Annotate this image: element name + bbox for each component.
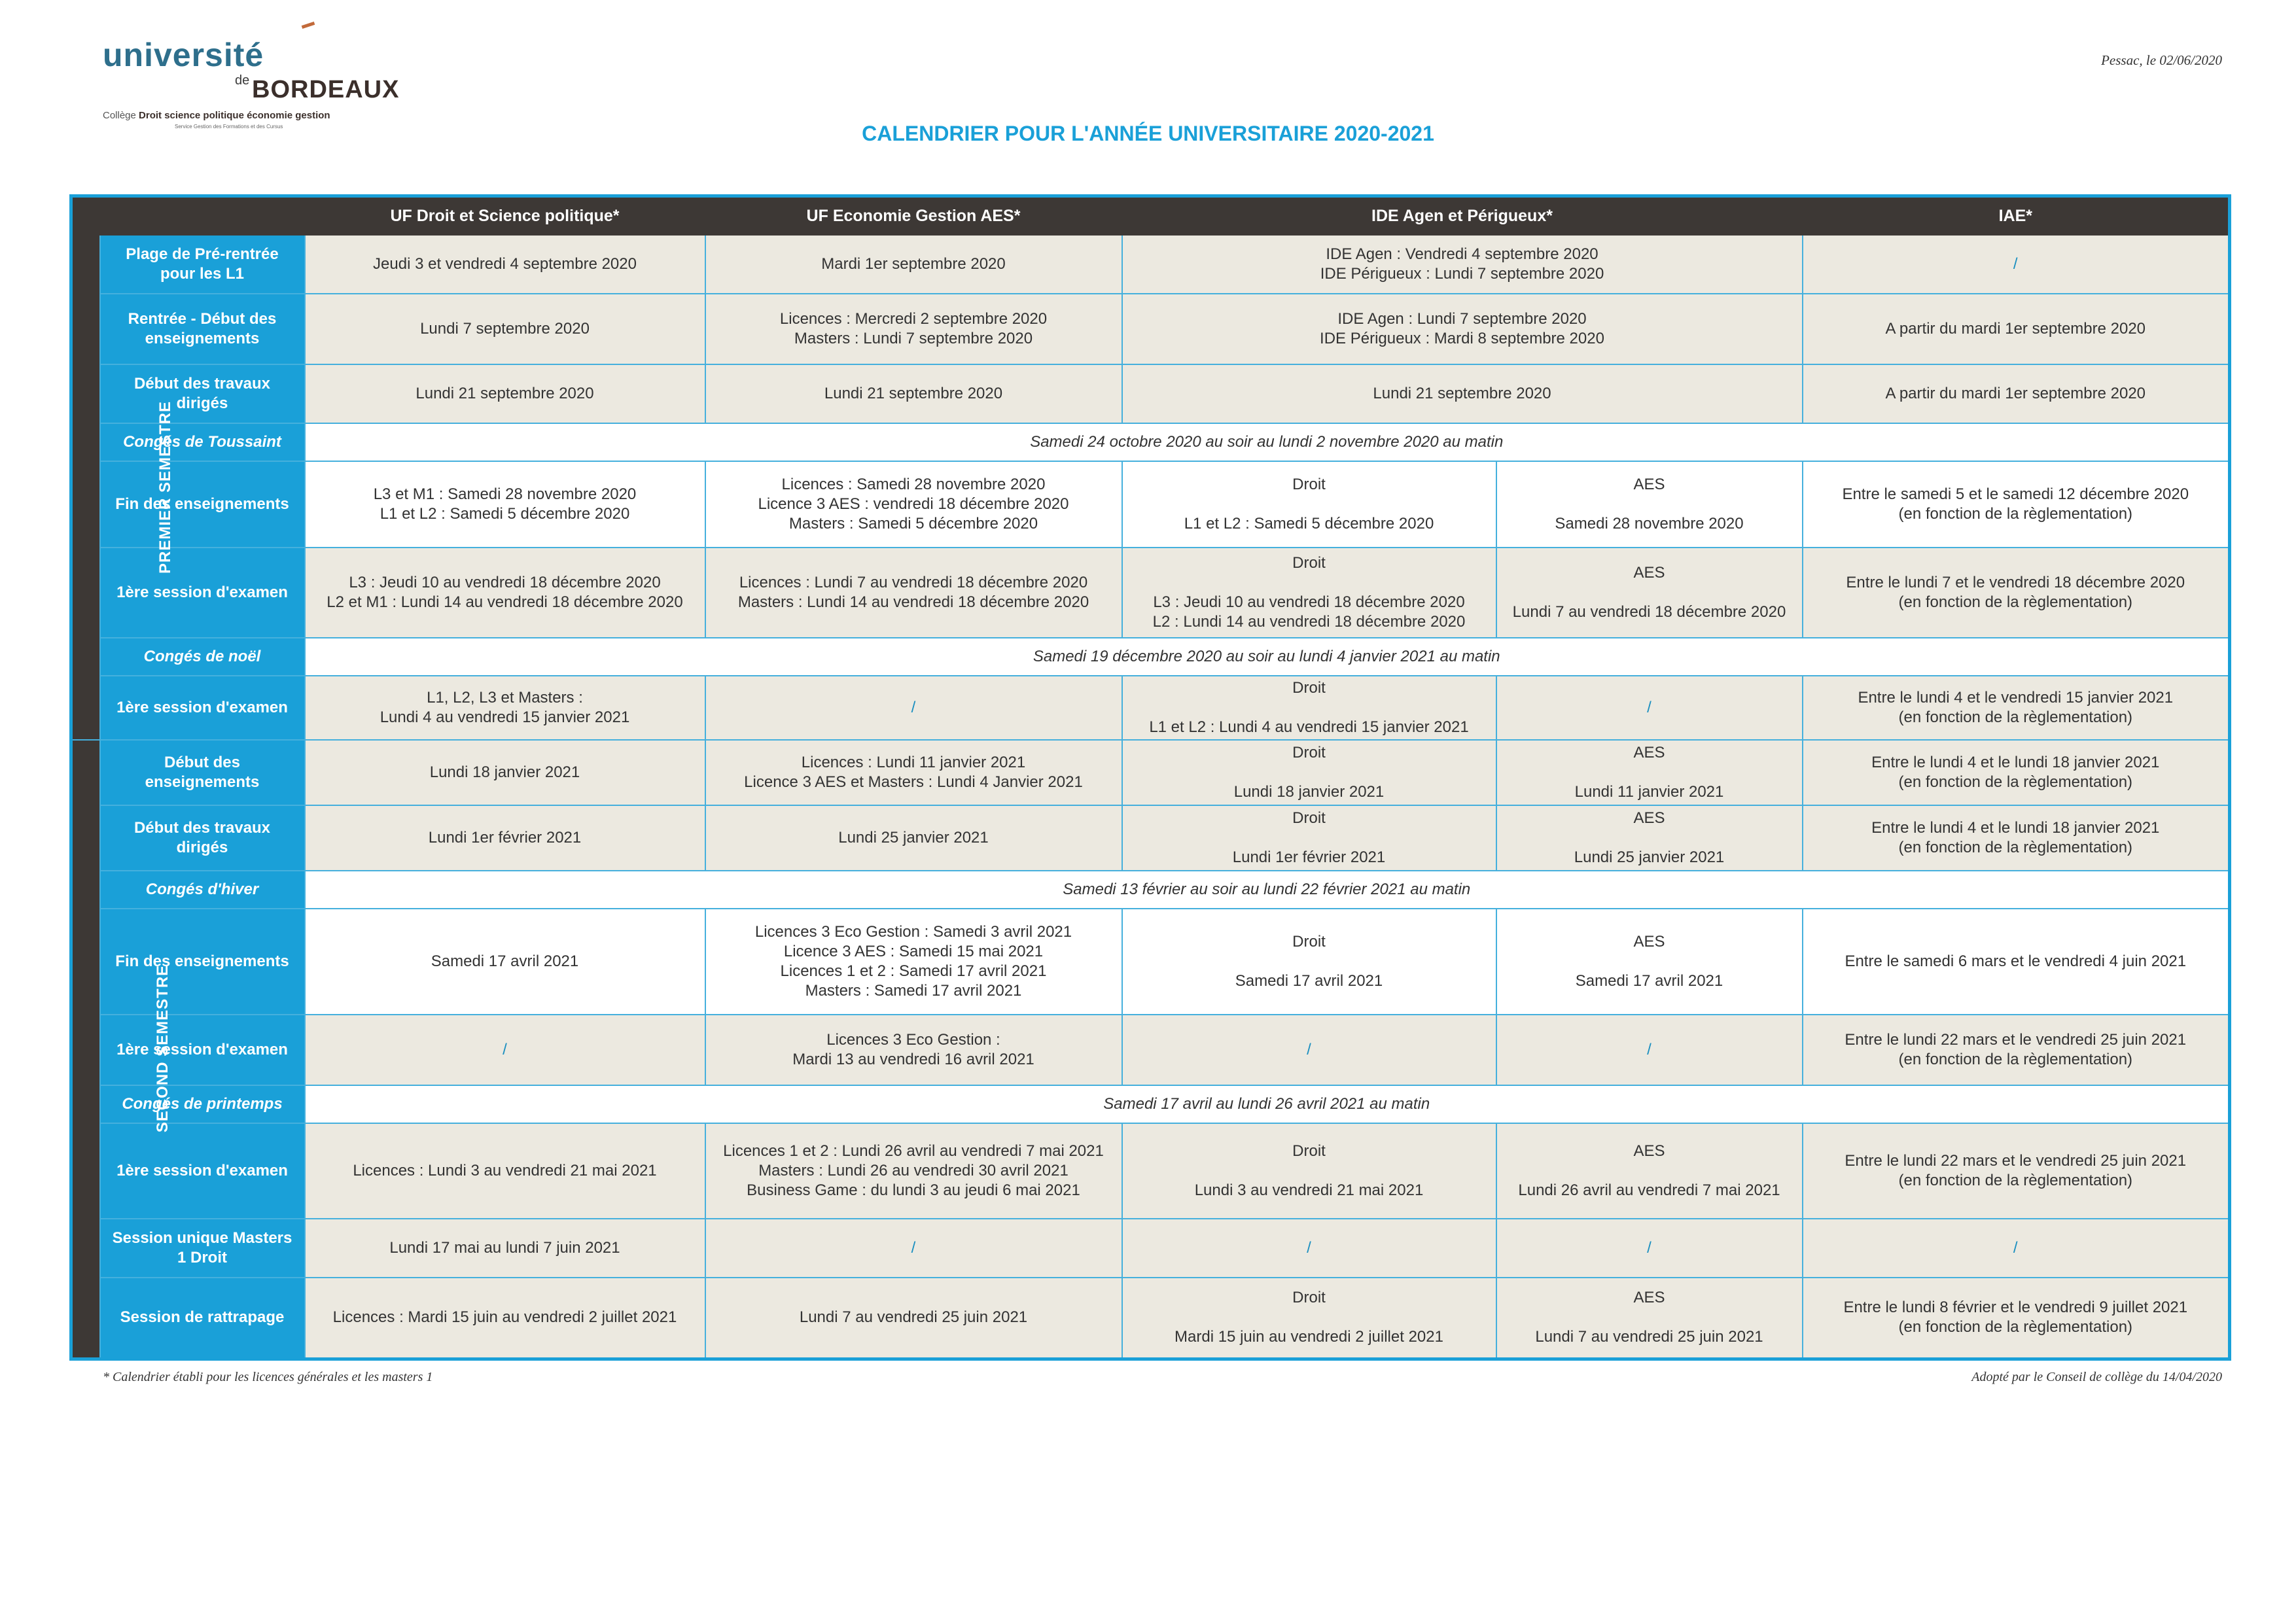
cell-droit-text: Lundi 17 mai au lundi 7 juin 2021 (389, 1239, 620, 1257)
cell-iae (1803, 235, 2230, 294)
cell-ide-droit (1122, 676, 1496, 740)
cell-droit (305, 235, 705, 294)
row-label: Session de rattrapage (100, 1278, 305, 1359)
semester-label-text: SECOND SEMESTRE (154, 965, 172, 1133)
header-row (71, 196, 2230, 236)
cell-ide-aes-text: AES Lundi 7 au vendredi 25 juin 2021 (1535, 1289, 1763, 1346)
adoption-note: Adopté par le Conseil de collège du 14/04/2020 (1971, 1370, 2222, 1384)
row-label: Fin des enseignements (100, 461, 305, 548)
cell-droit (305, 461, 705, 548)
cell-droit-text: L3 : Jeudi 10 au vendredi 18 décembre 2020 L2 et M1 : Lundi 14 au vendredi 18 décembre 2020 (327, 574, 683, 611)
cell-eco-text: Licences : Mercredi 2 septembre 2020 Masters : Lundi 7 septembre 2020 (779, 310, 1048, 347)
cell-iae (1803, 1278, 2230, 1359)
cell-ide-aes (1496, 909, 1803, 1015)
cell-droit (305, 1123, 705, 1219)
cell-iae-text: Entre le samedi 5 et le samedi 12 décembre 2020 (en fonction de la règlementation) (1842, 485, 2189, 523)
footnote: * Calendrier établi pour les licences générales et les masters 1 (103, 1370, 433, 1384)
cell-eco (705, 235, 1122, 294)
cell-ide-aes (1496, 1015, 1803, 1085)
cell-ide-droit-text: Droit Lundi 3 au vendredi 21 mai 2021 (1194, 1142, 1424, 1199)
table-row (71, 676, 2230, 740)
cell-droit (305, 294, 705, 364)
logo-college-name: Droit science politique économie gestion (139, 110, 330, 121)
cell-eco (705, 461, 1122, 548)
cell-ide-aes-text: AES Lundi 7 au vendredi 18 décembre 2020 (1512, 564, 1786, 621)
cell-ide-droit-text: Droit Lundi 1er février 2021 (1232, 809, 1386, 866)
cell-ide-aes (1496, 740, 1803, 805)
cell-eco (705, 1278, 1122, 1359)
logo-bordeaux: BORDEAUX (252, 76, 400, 103)
cell-ide-droit (1122, 1123, 1496, 1219)
table-row (71, 1278, 2230, 1359)
cell-ide-droit-text: Droit L3 : Jeudi 10 au vendredi 18 décembre 2020 L2 : Lundi 14 au vendredi 18 décembre 2020 (1152, 554, 1466, 631)
cell-ide-droit-text: Droit Lundi 18 janvier 2021 (1233, 744, 1385, 801)
cell-ide-droit-text: Droit Mardi 15 juin au vendredi 2 juillet 2021 (1174, 1289, 1443, 1346)
cell-iae-text: Entre le samedi 6 mars et le vendredi 4 juin 2021 (1845, 952, 2187, 970)
semester-label-1 (71, 235, 175, 740)
table-row (71, 805, 2230, 871)
cell-eco (705, 676, 1122, 740)
cell-ide-aes-text: AES Samedi 17 avril 2021 (1575, 933, 1723, 990)
row-label: 1ère session d'examen (100, 1015, 305, 1085)
cell-ide-droit-text: Droit L1 et L2 : Lundi 4 au vendredi 15 janvier 2021 (1149, 679, 1469, 736)
cell-ide-aes-text: / (1647, 1041, 1651, 1058)
cell-eco-text: Lundi 21 septembre 2020 (824, 385, 1003, 402)
cell-droit-text: Lundi 7 septembre 2020 (420, 320, 590, 338)
cell-droit-text: / (503, 1041, 507, 1058)
cell-iae (1803, 1015, 2230, 1085)
cell-ide-aes-text: AES Samedi 28 novembre 2020 (1555, 476, 1744, 532)
logo-line1: université (103, 37, 264, 73)
cell-ide-droit (1122, 548, 1496, 638)
cell-eco (705, 1219, 1122, 1278)
cell-droit-text: Jeudi 3 et vendredi 4 septembre 2020 (373, 255, 637, 273)
row-label: 1ère session d'examen (100, 1123, 305, 1219)
table-row (71, 740, 2230, 805)
cell-eco-text: Mardi 1er septembre 2020 (821, 255, 1006, 273)
cell-droit (305, 805, 705, 871)
holiday-row (71, 1085, 2230, 1123)
cell-iae (1803, 909, 2230, 1015)
cell-ide-text: IDE Agen : Vendredi 4 septembre 2020 IDE Périgueux : Lundi 7 septembre 2020 (1320, 245, 1604, 283)
holiday-row (71, 423, 2230, 461)
cell-iae-text: / (2013, 255, 2018, 273)
cell-eco (705, 1123, 1122, 1219)
cell-eco (705, 909, 1122, 1015)
row-label: Congés de printemps (100, 1085, 305, 1123)
cell-eco-text: Licences : Samedi 28 novembre 2020 Licence 3 AES : vendredi 18 décembre 2020 Masters : Samedi 5 décembre 2020 (758, 476, 1069, 532)
table-row (71, 235, 2230, 294)
cell-ide-aes (1496, 461, 1803, 548)
cell-ide (1122, 235, 1803, 294)
holiday-period: Samedi 24 octobre 2020 au soir au lundi 2 novembre 2020 au matin (305, 423, 2230, 461)
cell-iae-text: / (2013, 1239, 2018, 1257)
col-header-eco: UF Economie Gestion AES* (705, 196, 1122, 236)
cell-eco-text: / (911, 1239, 916, 1257)
cell-ide-aes-text: AES Lundi 11 janvier 2021 (1574, 744, 1724, 801)
cell-droit-text: Lundi 18 janvier 2021 (429, 763, 580, 781)
cell-droit-text: L1, L2, L3 et Masters : Lundi 4 au vendredi 15 janvier 2021 (380, 689, 630, 726)
cell-ide-aes (1496, 1123, 1803, 1219)
logo-service: Service Gestion des Formations et des Cursus (175, 124, 283, 130)
cell-iae-text: A partir du mardi 1er septembre 2020 (1885, 385, 2146, 402)
table-row (71, 909, 2230, 1015)
cell-droit-text: Samedi 17 avril 2021 (431, 952, 579, 970)
cell-ide-droit (1122, 1015, 1496, 1085)
page-title: CALENDRIER POUR L'ANNÉE UNIVERSITAIRE 2020-2021 (862, 122, 1434, 145)
table-row (71, 1123, 2230, 1219)
cell-droit (305, 1278, 705, 1359)
cell-droit-text: Lundi 1er février 2021 (428, 829, 582, 846)
cell-iae-text: Entre le lundi 8 février et le vendredi 9 juillet 2021 (en fonction de la règlementation) (1843, 1299, 2188, 1336)
cell-ide-droit (1122, 1219, 1496, 1278)
cell-ide (1122, 364, 1803, 423)
cell-ide-droit (1122, 909, 1496, 1015)
cell-eco-text: Licences : Lundi 7 au vendredi 18 décembre 2020 Masters : Lundi 14 au vendredi 18 décembre 2020 (737, 574, 1089, 611)
header-corner-label (100, 196, 305, 236)
cell-eco (705, 805, 1122, 871)
cell-droit-text: Licences : Lundi 3 au vendredi 21 mai 2021 (353, 1162, 657, 1179)
cell-ide-aes (1496, 548, 1803, 638)
cell-droit-text: Lundi 21 septembre 2020 (415, 385, 594, 402)
col-header-ide: IDE Agen et Périgueux* (1122, 196, 1803, 236)
cell-iae (1803, 294, 2230, 364)
cell-ide-droit (1122, 805, 1496, 871)
row-label: Rentrée - Début des enseignements (100, 294, 305, 364)
holiday-row (71, 638, 2230, 676)
cell-eco-text: Lundi 25 janvier 2021 (838, 829, 989, 846)
row-label: Congés d'hiver (100, 871, 305, 909)
cell-ide-text: IDE Agen : Lundi 7 septembre 2020 IDE Périgueux : Mardi 8 septembre 2020 (1320, 310, 1604, 347)
university-logo (103, 37, 400, 130)
row-label: 1ère session d'examen (100, 676, 305, 740)
cell-iae (1803, 1219, 2230, 1278)
holiday-period: Samedi 19 décembre 2020 au soir au lundi 4 janvier 2021 au matin (305, 638, 2230, 676)
cell-iae-text: Entre le lundi 22 mars et le vendredi 25 juin 2021 (en fonction de la règlementation) (1845, 1152, 2187, 1189)
cell-droit (305, 364, 705, 423)
document-date: Pessac, le 02/06/2020 (2101, 52, 2222, 68)
cell-ide-text: Lundi 21 septembre 2020 (1373, 385, 1551, 402)
row-label: Session unique Masters 1 Droit (100, 1219, 305, 1278)
row-label: Plage de Pré-rentrée pour les L1 (100, 235, 305, 294)
cell-ide-aes (1496, 805, 1803, 871)
cell-eco (705, 740, 1122, 805)
table-row (71, 1219, 2230, 1278)
cell-ide-droit-text: Droit Samedi 17 avril 2021 (1235, 933, 1383, 990)
cell-droit-text: L3 et M1 : Samedi 28 novembre 2020 L1 et L2 : Samedi 5 décembre 2020 (373, 485, 637, 523)
cell-eco-text: / (911, 699, 916, 716)
cell-ide (1122, 294, 1803, 364)
cell-ide-aes (1496, 676, 1803, 740)
cell-eco (705, 1015, 1122, 1085)
logo-college-prefix: Collège (103, 110, 136, 121)
logo-college (103, 110, 378, 121)
semester-label-2 (71, 740, 172, 1359)
cell-iae-text: Entre le lundi 4 et le lundi 18 janvier 2021 (en fonction de la règlementation) (1871, 754, 2160, 791)
cell-ide-droit (1122, 740, 1496, 805)
cell-iae (1803, 805, 2230, 871)
cell-droit (305, 740, 705, 805)
cell-eco-text: Licences 3 Eco Gestion : Mardi 13 au vendredi 16 avril 2021 (792, 1031, 1034, 1068)
cell-iae-text: A partir du mardi 1er septembre 2020 (1885, 320, 2146, 338)
holiday-period: Samedi 17 avril au lundi 26 avril 2021 au matin (305, 1085, 2230, 1123)
logo-accent (302, 22, 315, 29)
cell-eco-text: Licences 3 Eco Gestion : Samedi 3 avril 2021 Licence 3 AES : Samedi 15 mai 2021 Licences 1 et 2 : Samedi 17 avril 2021 Masters : Samedi 17 avril 2021 (754, 923, 1072, 1000)
cell-droit (305, 1219, 705, 1278)
cell-ide-aes-text: / (1647, 1239, 1651, 1257)
cell-ide-droit (1122, 461, 1496, 548)
table-row (71, 1015, 2230, 1085)
calendar-table (69, 194, 2231, 1361)
cell-eco-text: Lundi 7 au vendredi 25 juin 2021 (799, 1308, 1028, 1327)
logo-wordmark (103, 38, 378, 72)
row-label: Congés de Toussaint (100, 423, 305, 461)
header-corner-side (71, 196, 100, 236)
cell-ide-aes (1496, 1278, 1803, 1359)
holiday-row (71, 871, 2230, 909)
cell-eco-text: Licences : Lundi 11 janvier 2021 Licence 3 AES et Masters : Lundi 4 Janvier 2021 (744, 754, 1083, 791)
row-label: Début des enseignements (100, 740, 305, 805)
table-row (71, 548, 2230, 638)
cell-iae-text: Entre le lundi 22 mars et le vendredi 25 juin 2021 (en fonction de la règlementation) (1845, 1031, 2187, 1068)
cell-ide-aes (1496, 1219, 1803, 1278)
cell-droit (305, 1015, 705, 1085)
cell-ide-droit-text: / (1307, 1041, 1311, 1058)
cell-droit (305, 548, 705, 638)
cell-droit (305, 676, 705, 740)
cell-iae-text: Entre le lundi 4 et le lundi 18 janvier 2021 (en fonction de la règlementation) (1871, 819, 2160, 856)
cell-eco (705, 364, 1122, 423)
holiday-period: Samedi 13 février au soir au lundi 22 février 2021 au matin (305, 871, 2230, 909)
table-row (71, 294, 2230, 364)
cell-droit (305, 909, 705, 1015)
cell-ide-aes-text: AES Lundi 26 avril au vendredi 7 mai 2021 (1518, 1142, 1780, 1199)
row-label: Début des travaux dirigés (100, 805, 305, 871)
table-row (71, 364, 2230, 423)
cell-iae-text: Entre le lundi 4 et le vendredi 15 janvier 2021 (en fonction de la règlementation) (1858, 689, 2174, 726)
cell-iae (1803, 364, 2230, 423)
cell-iae-text: Entre le lundi 7 et le vendredi 18 décembre 2020 (en fonction de la règlementation) (1846, 574, 2185, 611)
cell-iae (1803, 740, 2230, 805)
cell-iae (1803, 548, 2230, 638)
cell-iae (1803, 676, 2230, 740)
row-label: Congés de noël (100, 638, 305, 676)
cell-ide-aes-text: / (1647, 699, 1651, 716)
col-header-iae: IAE* (1803, 196, 2230, 236)
cell-ide-aes-text: AES Lundi 25 janvier 2021 (1574, 809, 1725, 866)
cell-eco-text: Licences 1 et 2 : Lundi 26 avril au vendredi 7 mai 2021 Masters : Lundi 26 au vendredi 30 avril 2021 Business Game : du lundi 3 au jeudi 6 mai 2021 (723, 1142, 1104, 1199)
cell-droit-text: Licences : Mardi 15 juin au vendredi 2 juillet 2021 (332, 1308, 677, 1327)
row-label: Fin des enseignements (100, 909, 305, 1015)
cell-ide-droit-text: / (1307, 1239, 1311, 1257)
cell-eco (705, 548, 1122, 638)
row-label: 1ère session d'examen (100, 548, 305, 638)
col-header-droit: UF Droit et Science politique* (305, 196, 705, 236)
cell-iae (1803, 1123, 2230, 1219)
row-label: Début des travaux dirigés (100, 364, 305, 423)
logo-de: de (235, 73, 250, 88)
cell-ide-droit (1122, 1278, 1496, 1359)
table-row (71, 461, 2230, 548)
cell-iae (1803, 461, 2230, 548)
cell-ide-droit-text: Droit L1 et L2 : Samedi 5 décembre 2020 (1184, 476, 1434, 532)
cell-eco (705, 294, 1122, 364)
semester-label-text: PREMIER SEMESTRE (156, 400, 175, 574)
